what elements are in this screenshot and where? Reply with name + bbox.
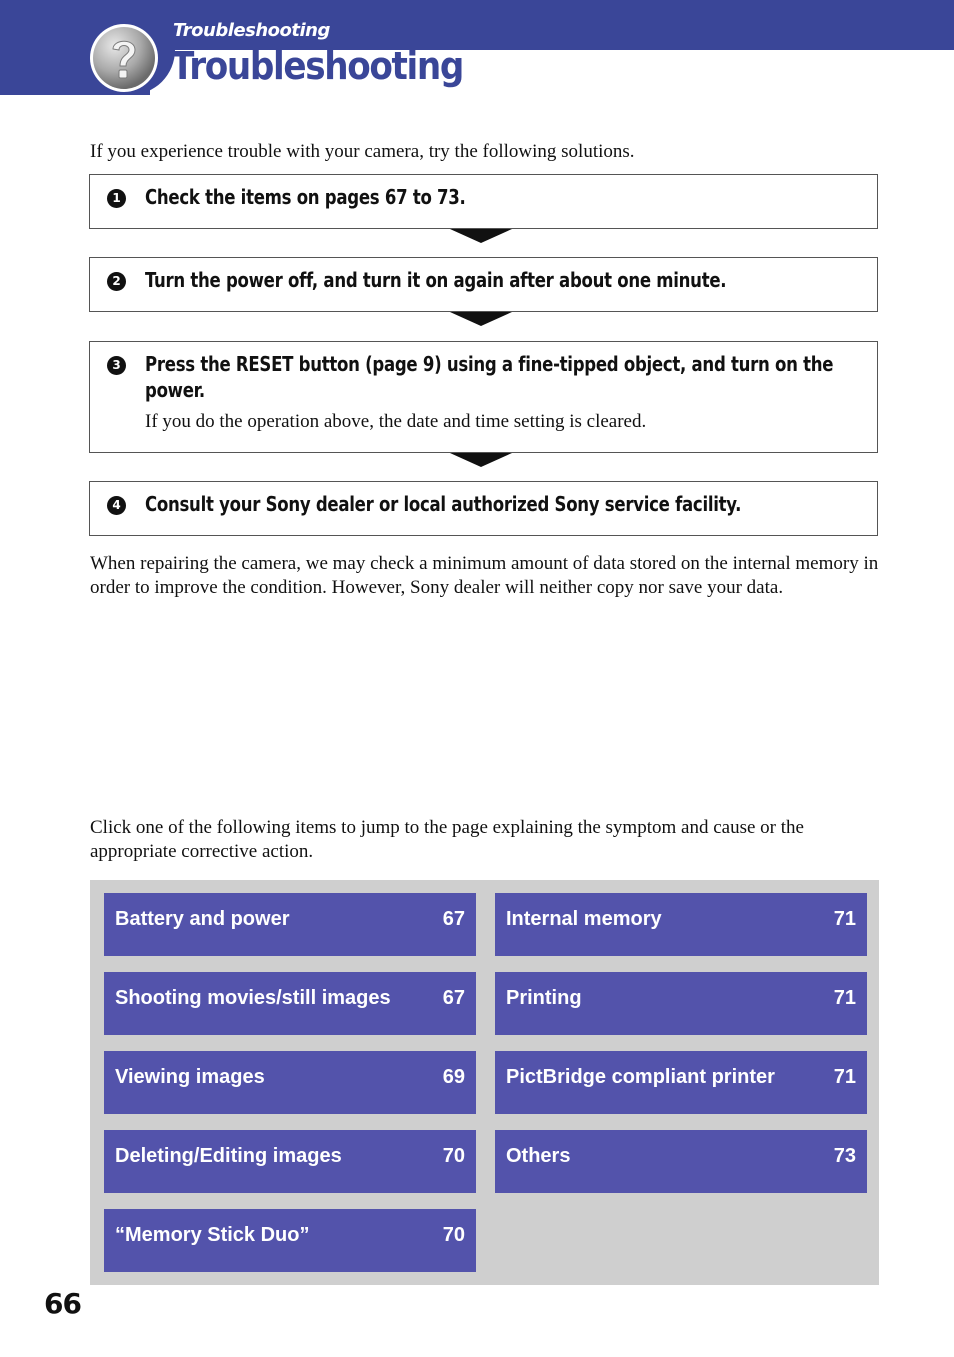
nav-label: Battery and power bbox=[115, 908, 290, 930]
step-4-number: 4 bbox=[107, 496, 126, 515]
page-number: 66 bbox=[44, 1287, 81, 1320]
nav-pictbridge-printer[interactable] bbox=[495, 1051, 867, 1114]
nav-page: 70 bbox=[442, 1145, 465, 1167]
nav-page: 71 bbox=[833, 1066, 856, 1088]
step-1-number: 1 bbox=[107, 189, 126, 208]
step-1-text: Check the items on pages 67 to 73. bbox=[145, 185, 466, 209]
step-3-number: 3 bbox=[107, 356, 126, 375]
arrow-down-icon bbox=[450, 312, 512, 326]
repair-note: When repairing the camera, we may check a minimum amount of data stored on the internal memory in order to improve the condition. However, Sony dealer will neither copy nor save your data. bbox=[90, 553, 879, 598]
nav-label: Viewing images bbox=[115, 1066, 265, 1088]
nav-page: 71 bbox=[833, 987, 856, 1009]
step-1-box bbox=[89, 174, 878, 229]
nav-label: Printing bbox=[506, 987, 582, 1009]
nav-page: 70 bbox=[442, 1224, 465, 1246]
arrow-down-icon bbox=[450, 453, 512, 467]
nav-label: Shooting movies/still images bbox=[115, 987, 391, 1009]
page-title: Troubleshooting bbox=[171, 44, 464, 88]
arrow-down-icon bbox=[450, 229, 512, 243]
step-2-number: 2 bbox=[107, 272, 126, 291]
nav-label: Others bbox=[506, 1145, 571, 1167]
step-2-text: Turn the power off, and turn it on again after about one minute. bbox=[145, 268, 727, 292]
nav-page: 67 bbox=[442, 908, 465, 930]
nav-label: “Memory Stick Duo” bbox=[115, 1224, 310, 1246]
step-3-box bbox=[89, 341, 878, 453]
intro-text: If you experience trouble with your camera, try the following solutions. bbox=[90, 141, 635, 162]
nav-printing[interactable] bbox=[495, 972, 867, 1035]
topic-nav-panel bbox=[90, 880, 879, 1285]
nav-others[interactable] bbox=[495, 1130, 867, 1193]
nav-label: PictBridge compliant printer bbox=[506, 1066, 775, 1088]
nav-internal-memory[interactable] bbox=[495, 893, 867, 956]
nav-shooting[interactable] bbox=[104, 972, 476, 1035]
step-3-text: Press the RESET button (page 9) using a fine-tipped object, and turn on the power. bbox=[145, 352, 834, 402]
step-2-box bbox=[89, 257, 878, 312]
nav-battery-and-power[interactable] bbox=[104, 893, 476, 956]
step-4-box bbox=[89, 481, 878, 536]
nav-deleting-editing[interactable] bbox=[104, 1130, 476, 1193]
step-3-note: If you do the operation above, the date and time setting is cleared. bbox=[145, 411, 647, 432]
step-4-text: Consult your Sony dealer or local authorized Sony service facility. bbox=[145, 492, 742, 516]
click-instruction: Click one of the following items to jump to the page explaining the symptom and cause or the appropriate corrective action. bbox=[90, 817, 804, 862]
breadcrumb[interactable]: Troubleshooting bbox=[173, 20, 330, 41]
help-question-icon bbox=[88, 22, 160, 94]
nav-label: Internal memory bbox=[506, 908, 662, 930]
nav-page: 73 bbox=[833, 1145, 856, 1167]
nav-viewing-images[interactable] bbox=[104, 1051, 476, 1114]
nav-page: 69 bbox=[442, 1066, 465, 1088]
nav-page: 71 bbox=[833, 908, 856, 930]
nav-label: Deleting/Editing images bbox=[115, 1145, 342, 1167]
nav-memory-stick-duo[interactable] bbox=[104, 1209, 476, 1272]
nav-page: 67 bbox=[442, 987, 465, 1009]
